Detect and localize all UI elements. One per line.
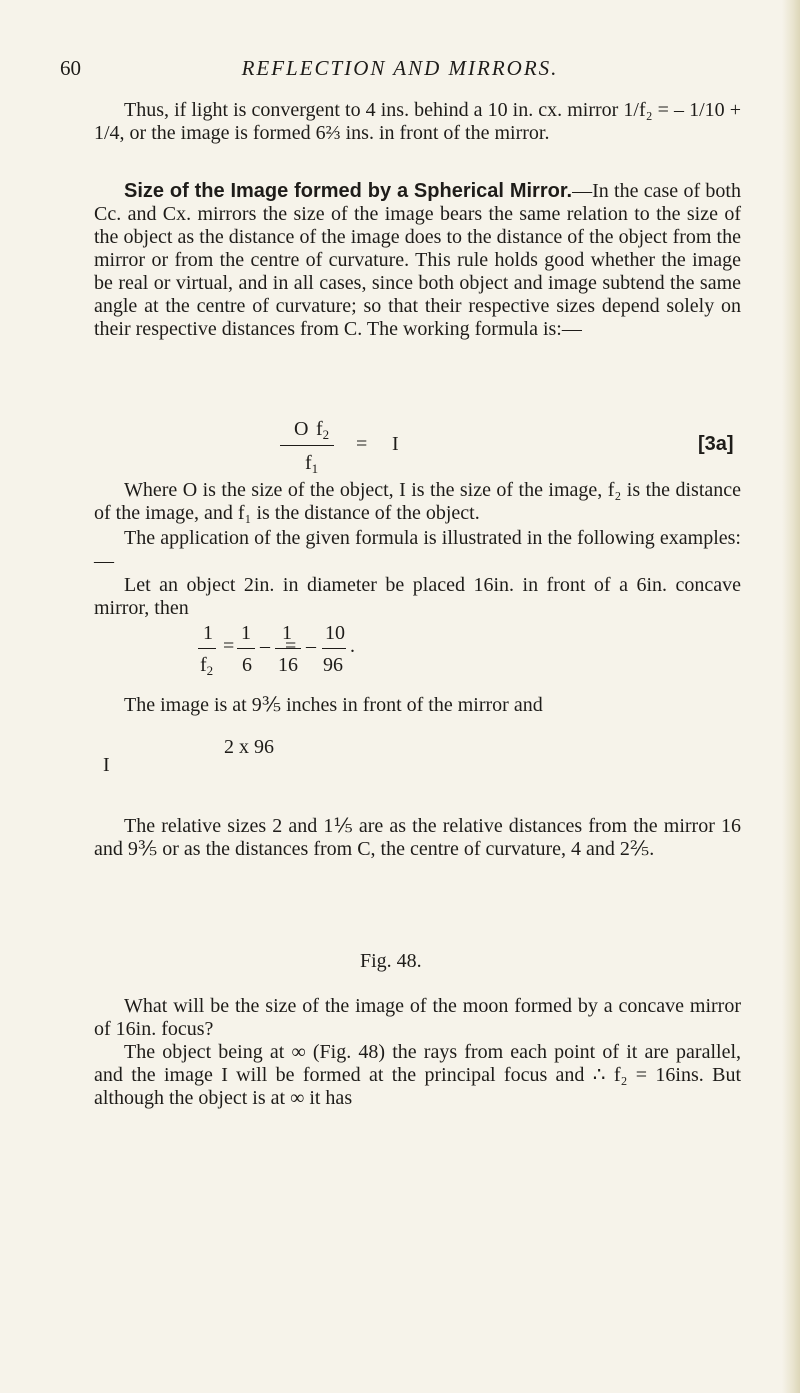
numerator-2: 1 xyxy=(241,622,251,644)
paragraph-relative-sizes: The relative sizes 2 and 1⅕ are as the relative distances from the mirror 16 and 9⅗ or as the distances from C, the centre of curvature, 4 and 2⅖. xyxy=(94,815,741,860)
paragraph-example: Let an object 2in. in diameter be placed 16in. in front of a 6in. concave mirror, then xyxy=(94,574,741,619)
formula-o: O xyxy=(294,418,309,440)
denominator-2: 6 xyxy=(242,654,252,676)
bar-2 xyxy=(237,648,255,649)
formula-i: I xyxy=(392,433,399,455)
formula-equals: = xyxy=(356,433,368,455)
lhs-i: I xyxy=(103,754,110,776)
fraction-bar xyxy=(280,445,334,446)
paragraph-size-of-image xyxy=(94,180,741,341)
paragraph-answer: The object being at ∞ (Fig. 48) the rays from each point of it are parallel, and the image I will be formed at the principal focus and ∴ f₂ = 16ins. But although the object is at ∞ it has xyxy=(94,1041,741,1109)
denominator-3: 16 xyxy=(278,654,298,676)
paragraph-question: What will be the size of the image of the moon formed by a concave mirror of 16in. focus? xyxy=(94,995,741,1040)
bar-1 xyxy=(198,648,216,649)
running-header xyxy=(60,56,740,86)
equation-label: [3a] xyxy=(698,433,734,455)
numerator-3: 1 xyxy=(282,622,292,644)
formula-reciprocal xyxy=(94,622,741,682)
formula-image-size xyxy=(94,718,741,788)
page-number: 60 xyxy=(60,56,81,80)
paragraph-application: The application of the given formula is illustrated in the following examples:— xyxy=(94,527,741,572)
num-2x96: 2 x 96 xyxy=(224,736,274,758)
paragraph-convergent: Thus, if light is convergent to 4 ins. behind a 10 in. cx. mirror 1/f₂ = – 1/10 + 1/4, or the image is formed 6⅔ ins. in front of the mirror. xyxy=(94,99,741,144)
formula-f1: $f_1$ xyxy=(305,452,319,476)
minus-1: – xyxy=(260,635,270,657)
denominator-4: 96 xyxy=(323,654,343,676)
minus-2: – xyxy=(306,635,316,657)
section-heading: Size of the Image formed by a Spherical Mirror. xyxy=(124,180,573,202)
bar-4 xyxy=(322,648,346,649)
paragraph-image-position: The image is at 9⅗ inches in front of the mirror and xyxy=(124,694,543,716)
numerator-1: 1 xyxy=(203,622,213,644)
running-title: REFLECTION AND MIRRORS. xyxy=(241,56,559,80)
section-body: —In the case of both Cc. and Cx. mirrors the size of the image bears the same relation to the size of the object as the distance of the image does to the distance of the object from the mirror or from the centre of curvature. This rule holds good whether the image be real or virtual, and in all cases, since both object and image subtend the same angle at the centre of curvature; so that their respective sizes depend solely on their respective distances from C. The working formula is:— xyxy=(94,180,741,340)
paragraph-definitions: Where O is the size of the object, I is the size of the image, f₂ is the distance of the image, and f₁ is the distance of the object. xyxy=(94,479,741,524)
figure-caption: Fig. 48. xyxy=(360,950,422,972)
formula-f2: $f_2$ xyxy=(316,418,330,442)
equals-2: = xyxy=(285,635,297,657)
page-edge xyxy=(782,0,800,1393)
equals-1: = xyxy=(223,635,235,657)
numerator-4: 10 xyxy=(325,622,345,644)
denominator-1: $f_2$ xyxy=(200,654,214,678)
formula-3a xyxy=(94,418,741,478)
period: . xyxy=(350,635,355,657)
